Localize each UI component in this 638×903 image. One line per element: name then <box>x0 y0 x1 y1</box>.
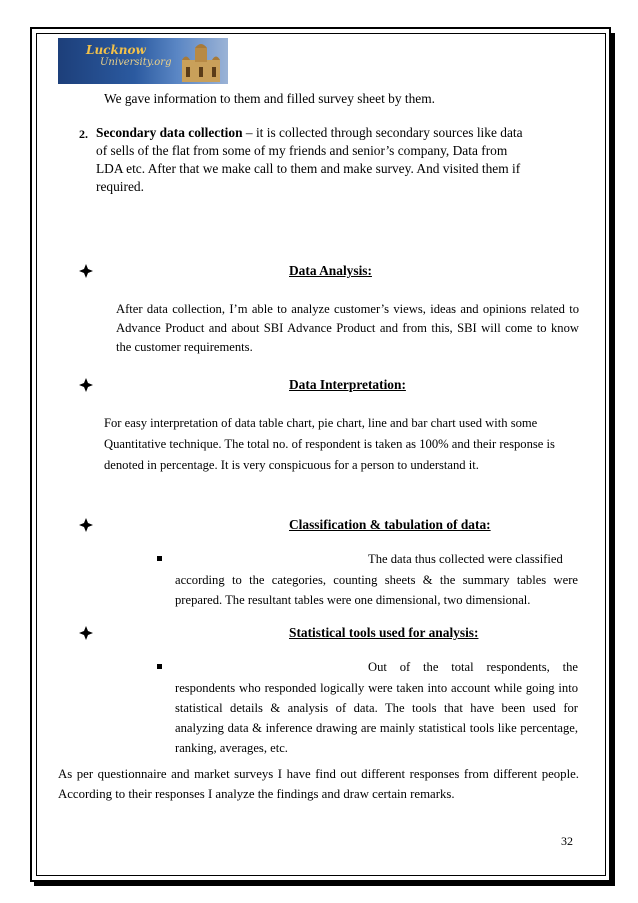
section-heading-data-interpretation: Data Interpretation: <box>289 377 406 392</box>
item2-line1 <box>96 124 523 142</box>
statistical-bullet-first: Out of the total respondents, the <box>368 660 578 674</box>
item2-text-line1: – it is collected through secondary sources like data <box>242 125 523 140</box>
diamond-bullet-icon <box>79 264 93 278</box>
diamond-bullet-icon <box>79 626 93 640</box>
section-body-data-analysis: After data collection, I’m able to analyze customer’s views, ideas and opinions related to Advance Product and about SBI Advance Product and from this, SBI will come to know the customer requirements. <box>116 302 579 354</box>
section-heading-data-analysis: Data Analysis: <box>289 263 372 278</box>
classification-bullet-rest: according to the categories, counting sheets & the summary tables were prepared. The resultant tables were one dimensional, two dimensional. <box>175 573 578 607</box>
item2-line3: LDA etc. After that we make call to them and make survey. And visited them if <box>96 161 521 176</box>
logo-line1: Lucknow <box>86 43 146 57</box>
building-icon <box>176 40 226 84</box>
square-bullet-icon <box>157 664 162 669</box>
section-heading-classification: Classification & tabulation of data: <box>289 517 491 532</box>
classification-bullet-first: The data thus collected were classified <box>368 552 563 566</box>
item2-number: 2. <box>79 127 88 141</box>
diamond-bullet-icon <box>79 518 93 532</box>
page-number: 32 <box>561 834 573 848</box>
item2-line2: of sells of the flat from some of my friends and senior’s company, Data from <box>96 143 508 158</box>
page-shadow-right <box>611 33 615 886</box>
intro-line: We gave information to them and filled survey sheet by them. <box>104 91 435 106</box>
diamond-bullet-icon <box>79 378 93 392</box>
section-body-data-interpretation: For easy interpretation of data table chart, pie chart, line and bar chart used with some Quantitative technique. The total no. of respondent is taken as 100% and their response is denoted in percentage. It is very conspicuous for a person to understand it. <box>104 416 555 472</box>
item2-line4: required. <box>96 179 144 194</box>
square-bullet-icon <box>157 556 162 561</box>
logo-line2: University.org <box>100 57 172 68</box>
section-heading-statistical-tools: Statistical tools used for analysis: <box>289 625 479 640</box>
university-logo <box>58 38 228 84</box>
item2-title: Secondary data collection <box>96 125 243 140</box>
page-shadow-bottom <box>34 882 615 886</box>
statistical-bullet-rest: respondents who responded logically were taken into account while going into statistical details & analysis of data. The tools that have been used for analyzing data & inference drawing are mainly statistical tools like percentage, ranking, averages, etc. <box>175 681 578 755</box>
closing-paragraph: As per questionnaire and market surveys I have find out different responses from different people. According to their responses I analyze the findings and draw certain remarks. <box>58 767 579 801</box>
